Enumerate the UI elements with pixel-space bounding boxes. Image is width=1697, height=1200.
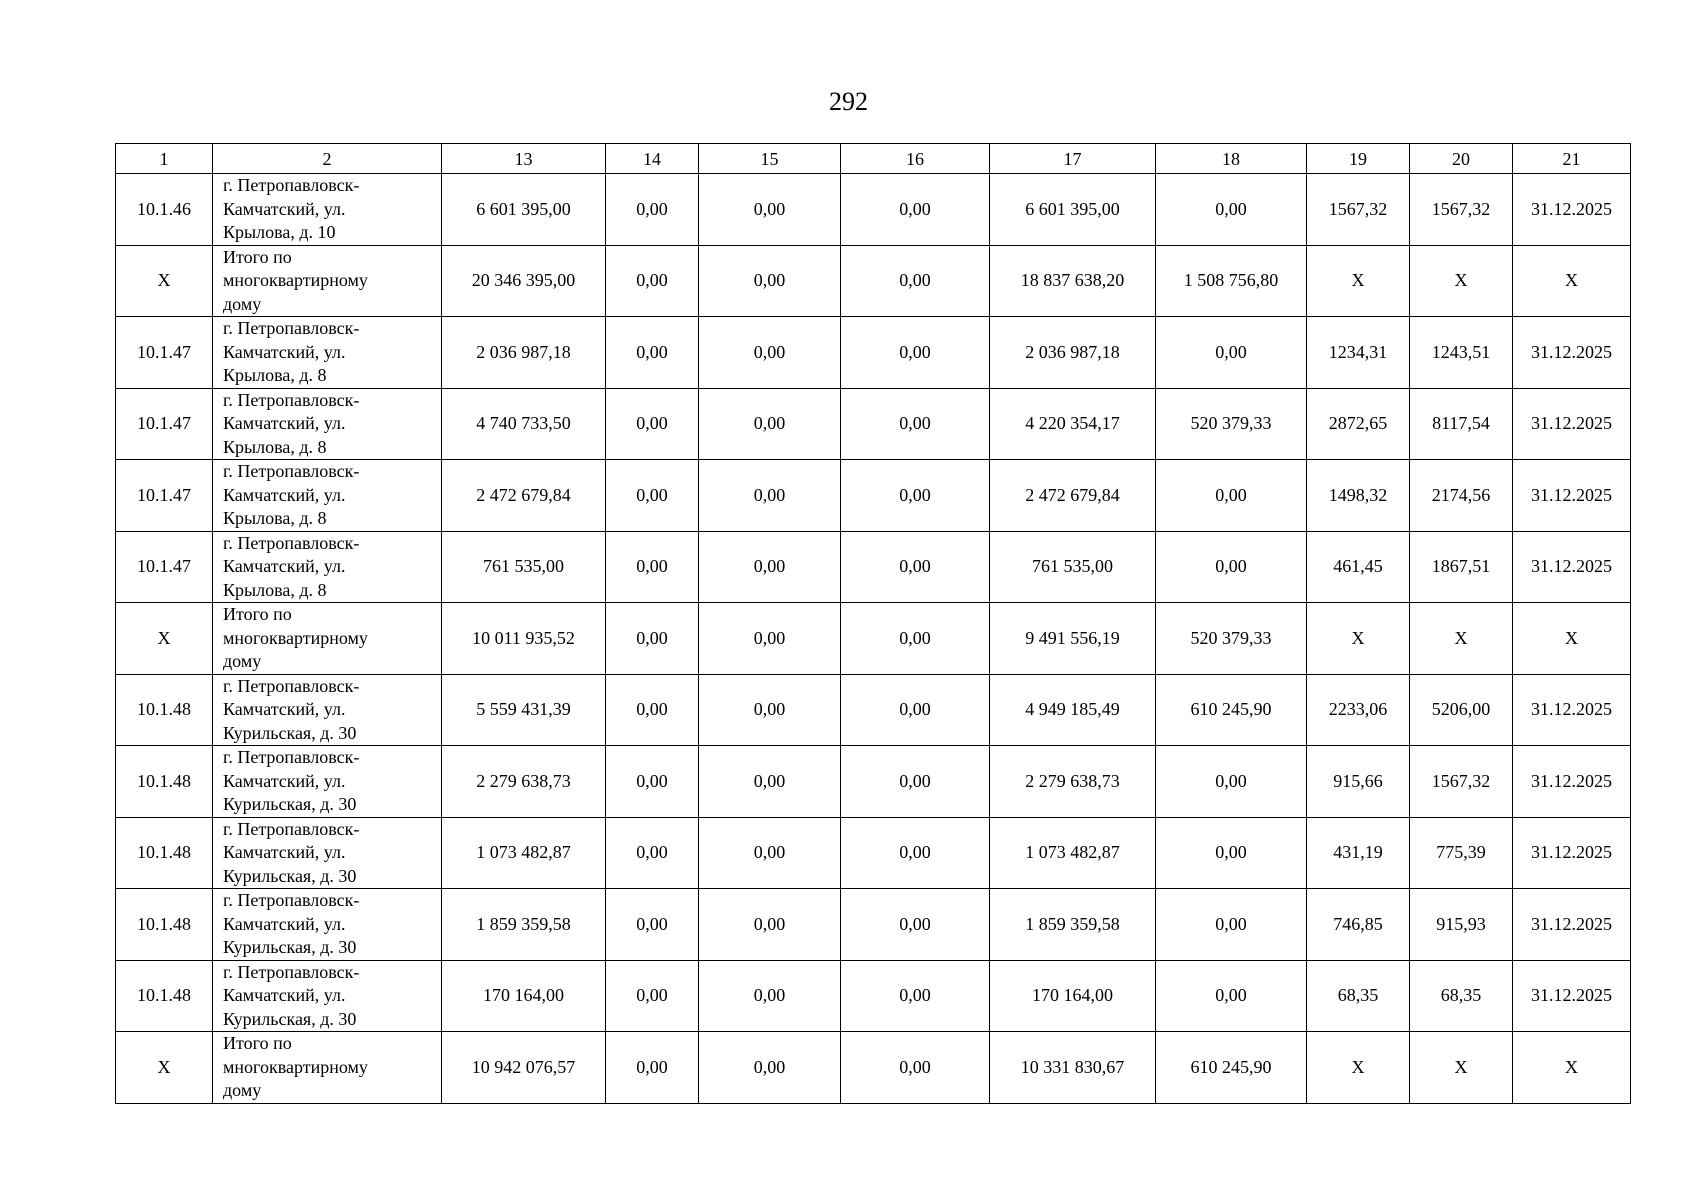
row-number-cell: 10.1.47 [116,317,213,389]
col15-cell: 0,00 [699,603,841,675]
col15-cell: 0,00 [699,1032,841,1104]
col16-cell: 0,00 [841,746,990,818]
col17-cell: 4 949 185,49 [990,674,1156,746]
col15-cell: 0,00 [699,817,841,889]
col15-cell: 0,00 [699,174,841,246]
col14-cell: 0,00 [606,674,699,746]
table-row [116,889,1631,961]
table-row [116,388,1631,460]
col19-cell: 1567,32 [1307,174,1410,246]
col13-cell: 2 036 987,18 [442,317,606,389]
col20-cell: 68,35 [1410,960,1513,1032]
col16-cell: 0,00 [841,460,990,532]
date-cell: Х [1513,603,1631,675]
row-number-cell: 10.1.48 [116,817,213,889]
date-cell: 31.12.2025 [1513,960,1631,1032]
col13-cell: 20 346 395,00 [442,245,606,317]
col15-cell: 0,00 [699,317,841,389]
col18-cell: 0,00 [1156,460,1307,532]
col18-cell: 0,00 [1156,817,1307,889]
col14-cell: 0,00 [606,245,699,317]
col13-cell: 761 535,00 [442,531,606,603]
col13-cell: 10 011 935,52 [442,603,606,675]
col17-cell: 761 535,00 [990,531,1156,603]
col19-cell: Х [1307,1032,1410,1104]
col16-cell: 0,00 [841,960,990,1032]
address-cell: г. Петропавловск- Камчатский, ул. Крылова, д. 8 [213,460,442,532]
address-cell: г. Петропавловск- Камчатский, ул. Крылова, д. 10 [213,174,442,246]
col18-cell: 0,00 [1156,746,1307,818]
row-number-cell: Х [116,245,213,317]
date-cell: 31.12.2025 [1513,817,1631,889]
col14-cell: 0,00 [606,960,699,1032]
header-row [116,144,1631,174]
col19-cell: 915,66 [1307,746,1410,818]
table-row [116,245,1631,317]
col13-cell: 6 601 395,00 [442,174,606,246]
col14-cell: 0,00 [606,746,699,818]
column-header: 15 [699,144,841,174]
col20-cell: Х [1410,603,1513,675]
row-number-cell: 10.1.47 [116,460,213,532]
col15-cell: 0,00 [699,245,841,317]
address-cell: Итого по многоквартирному дому [213,1032,442,1104]
address-cell: г. Петропавловск- Камчатский, ул. Курильская, д. 30 [213,817,442,889]
row-number-cell: Х [116,1032,213,1104]
date-cell: Х [1513,245,1631,317]
date-cell: 31.12.2025 [1513,460,1631,532]
row-number-cell: 10.1.48 [116,960,213,1032]
table-row [116,674,1631,746]
col13-cell: 1 073 482,87 [442,817,606,889]
address-cell: г. Петропавловск- Камчатский, ул. Курильская, д. 30 [213,889,442,961]
col20-cell: 2174,56 [1410,460,1513,532]
col16-cell: 0,00 [841,889,990,961]
date-cell: 31.12.2025 [1513,531,1631,603]
col20-cell: 915,93 [1410,889,1513,961]
col18-cell: 520 379,33 [1156,603,1307,675]
col19-cell: 461,45 [1307,531,1410,603]
col20-cell: 1567,32 [1410,174,1513,246]
table-row [116,531,1631,603]
col16-cell: 0,00 [841,245,990,317]
col17-cell: 6 601 395,00 [990,174,1156,246]
col16-cell: 0,00 [841,603,990,675]
row-number-cell: Х [116,603,213,675]
address-cell: г. Петропавловск- Камчатский, ул. Курильская, д. 30 [213,746,442,818]
date-cell: 31.12.2025 [1513,889,1631,961]
col15-cell: 0,00 [699,889,841,961]
date-cell: 31.12.2025 [1513,388,1631,460]
table-row [116,817,1631,889]
column-header: 17 [990,144,1156,174]
column-header: 20 [1410,144,1513,174]
col17-cell: 2 036 987,18 [990,317,1156,389]
col15-cell: 0,00 [699,746,841,818]
column-header: 14 [606,144,699,174]
col14-cell: 0,00 [606,174,699,246]
col15-cell: 0,00 [699,960,841,1032]
col14-cell: 0,00 [606,889,699,961]
col15-cell: 0,00 [699,531,841,603]
col20-cell: Х [1410,245,1513,317]
address-cell: Итого по многоквартирному дому [213,603,442,675]
column-header: 21 [1513,144,1631,174]
row-number-cell: 10.1.47 [116,531,213,603]
column-header: 13 [442,144,606,174]
col17-cell: 9 491 556,19 [990,603,1156,675]
col20-cell: 1243,51 [1410,317,1513,389]
col19-cell: 2872,65 [1307,388,1410,460]
col16-cell: 0,00 [841,817,990,889]
col17-cell: 4 220 354,17 [990,388,1156,460]
table-row [116,174,1631,246]
col19-cell: Х [1307,603,1410,675]
col17-cell: 170 164,00 [990,960,1156,1032]
column-header: 16 [841,144,990,174]
col16-cell: 0,00 [841,531,990,603]
col19-cell: 746,85 [1307,889,1410,961]
row-number-cell: 10.1.47 [116,388,213,460]
col17-cell: 2 279 638,73 [990,746,1156,818]
col18-cell: 610 245,90 [1156,1032,1307,1104]
col18-cell: 0,00 [1156,531,1307,603]
col18-cell: 1 508 756,80 [1156,245,1307,317]
col18-cell: 520 379,33 [1156,388,1307,460]
column-header: 1 [116,144,213,174]
col18-cell: 0,00 [1156,889,1307,961]
column-header: 2 [213,144,442,174]
col16-cell: 0,00 [841,317,990,389]
column-header: 18 [1156,144,1307,174]
table-row [116,603,1631,675]
col17-cell: 18 837 638,20 [990,245,1156,317]
col20-cell: Х [1410,1032,1513,1104]
col19-cell: 2233,06 [1307,674,1410,746]
col16-cell: 0,00 [841,388,990,460]
table-row [116,960,1631,1032]
table-row [116,1032,1631,1104]
col15-cell: 0,00 [699,674,841,746]
address-cell: Итого по многоквартирному дому [213,245,442,317]
col14-cell: 0,00 [606,317,699,389]
page-number: 292 [829,87,868,116]
col13-cell: 1 859 359,58 [442,889,606,961]
date-cell: 31.12.2025 [1513,674,1631,746]
data-table [115,143,1631,1104]
col20-cell: 1867,51 [1410,531,1513,603]
address-cell: г. Петропавловск- Камчатский, ул. Крылова, д. 8 [213,388,442,460]
col17-cell: 1 859 359,58 [990,889,1156,961]
col20-cell: 1567,32 [1410,746,1513,818]
table-row [116,746,1631,818]
col17-cell: 10 331 830,67 [990,1032,1156,1104]
col16-cell: 0,00 [841,1032,990,1104]
col14-cell: 0,00 [606,1032,699,1104]
col13-cell: 2 279 638,73 [442,746,606,818]
date-cell: 31.12.2025 [1513,174,1631,246]
row-number-cell: 10.1.46 [116,174,213,246]
col14-cell: 0,00 [606,817,699,889]
table-row [116,317,1631,389]
date-cell: 31.12.2025 [1513,317,1631,389]
col13-cell: 4 740 733,50 [442,388,606,460]
col17-cell: 1 073 482,87 [990,817,1156,889]
table-body [116,174,1631,1104]
col19-cell: 68,35 [1307,960,1410,1032]
row-number-cell: 10.1.48 [116,889,213,961]
col18-cell: 0,00 [1156,317,1307,389]
col18-cell: 610 245,90 [1156,674,1307,746]
col13-cell: 5 559 431,39 [442,674,606,746]
col15-cell: 0,00 [699,460,841,532]
col18-cell: 0,00 [1156,960,1307,1032]
col14-cell: 0,00 [606,603,699,675]
date-cell: Х [1513,1032,1631,1104]
row-number-cell: 10.1.48 [116,674,213,746]
col20-cell: 775,39 [1410,817,1513,889]
address-cell: г. Петропавловск- Камчатский, ул. Крылова, д. 8 [213,317,442,389]
column-header: 19 [1307,144,1410,174]
col19-cell: Х [1307,245,1410,317]
address-cell: г. Петропавловск- Камчатский, ул. Курильская, д. 30 [213,674,442,746]
col13-cell: 170 164,00 [442,960,606,1032]
address-cell: г. Петропавловск- Камчатский, ул. Курильская, д. 30 [213,960,442,1032]
col19-cell: 1498,32 [1307,460,1410,532]
col14-cell: 0,00 [606,531,699,603]
col17-cell: 2 472 679,84 [990,460,1156,532]
col13-cell: 10 942 076,57 [442,1032,606,1104]
col15-cell: 0,00 [699,388,841,460]
col14-cell: 0,00 [606,460,699,532]
row-number-cell: 10.1.48 [116,746,213,818]
col20-cell: 8117,54 [1410,388,1513,460]
date-cell: 31.12.2025 [1513,746,1631,818]
col20-cell: 5206,00 [1410,674,1513,746]
col16-cell: 0,00 [841,174,990,246]
col13-cell: 2 472 679,84 [442,460,606,532]
address-cell: г. Петропавловск- Камчатский, ул. Крылова, д. 8 [213,531,442,603]
col16-cell: 0,00 [841,674,990,746]
col19-cell: 431,19 [1307,817,1410,889]
col14-cell: 0,00 [606,388,699,460]
col18-cell: 0,00 [1156,174,1307,246]
col19-cell: 1234,31 [1307,317,1410,389]
table-row [116,460,1631,532]
